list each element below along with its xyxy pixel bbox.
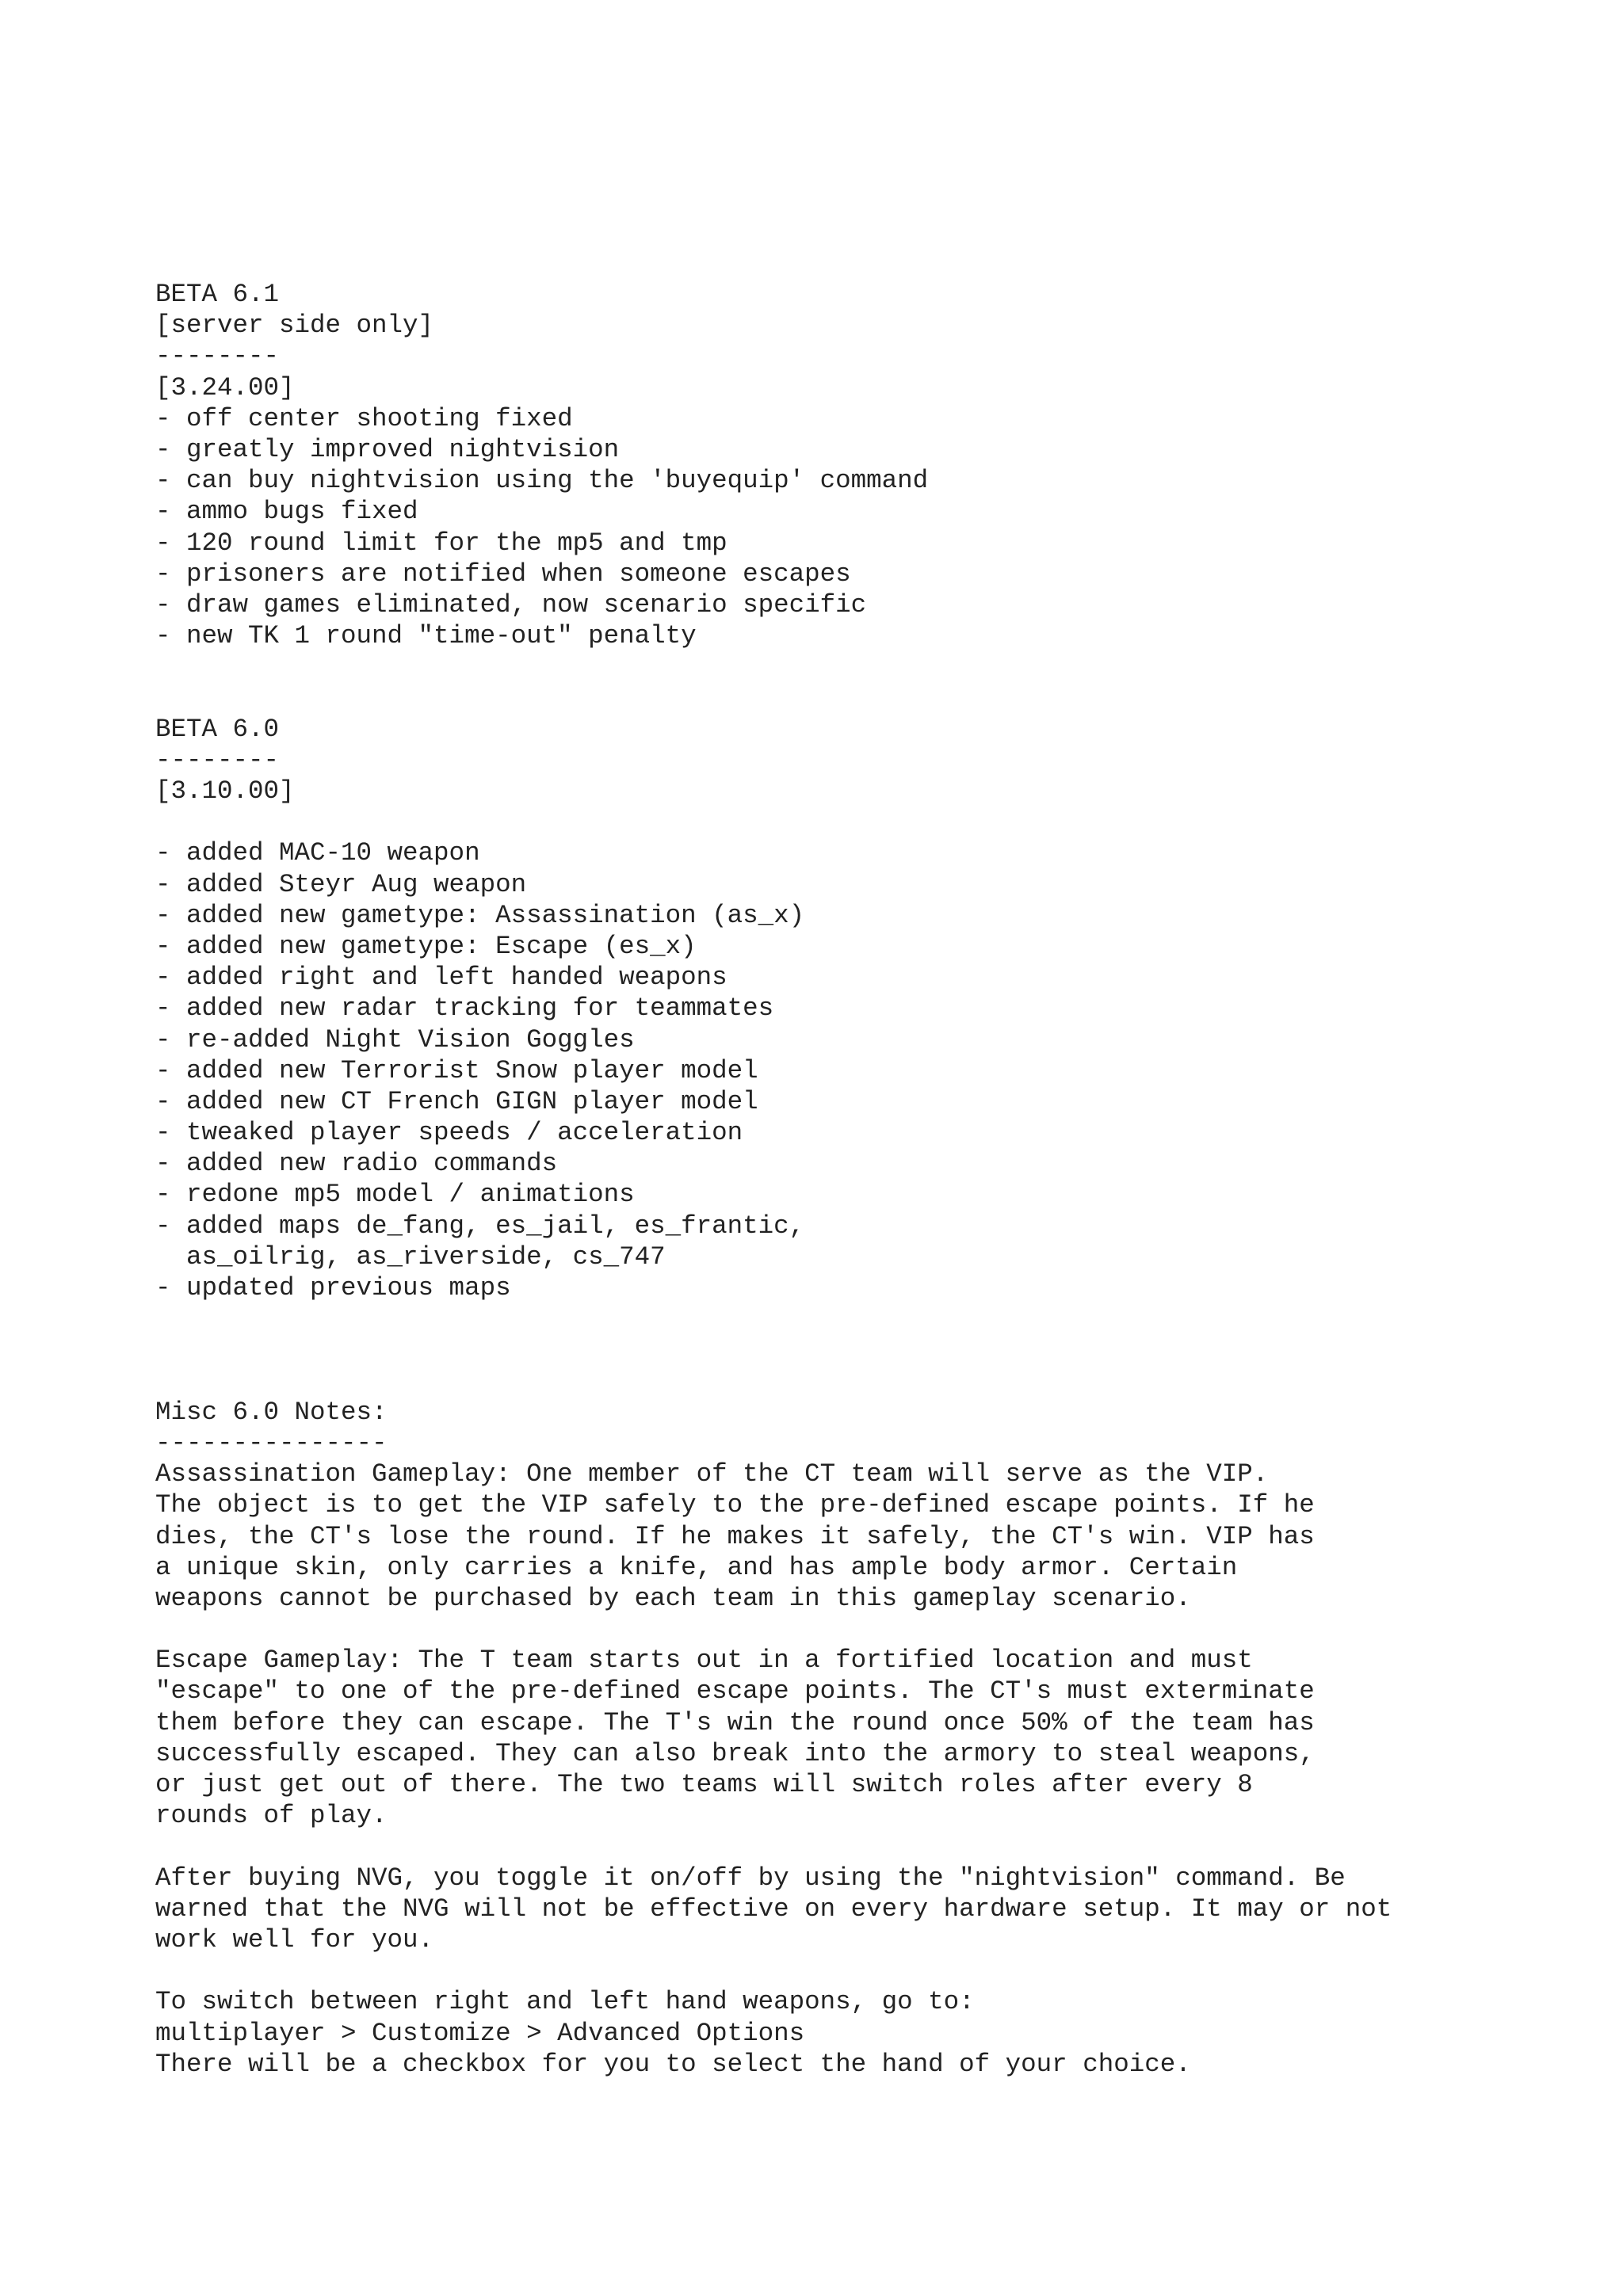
changelog-item: - 120 round limit for the mp5 and tmp — [155, 528, 727, 558]
misc-notes-section — [155, 1397, 1582, 2080]
changelog-item: - greatly improved nightvision — [155, 434, 620, 464]
release-date: [3.10.00] — [155, 776, 295, 806]
paragraph-line: The object is to get the VIP safely to the pre-defined escape points. If he — [155, 1490, 1315, 1520]
section-rule: -------- — [155, 341, 280, 372]
blank-line — [155, 651, 1582, 682]
paragraph-line: multiplayer > Customize > Advanced Options — [155, 2018, 805, 2048]
paragraph-line: To switch between right and left hand weapons, go to: — [155, 1987, 975, 2017]
blank-line — [155, 1334, 1582, 1365]
changelog-item: - added new gametype: Escape (es_x) — [155, 931, 697, 961]
section-title: Misc 6.0 Notes: — [155, 1397, 388, 1427]
changelog-item: - tweaked player speeds / acceleration — [155, 1118, 743, 1148]
changelog-item: - added right and left handed weapons — [155, 963, 727, 993]
changelog-item: - updated previous maps — [155, 1273, 511, 1302]
release-date: [3.24.00] — [155, 372, 295, 402]
section-subtitle: [server side only] — [155, 311, 434, 341]
changelog-item: - added new radio commands — [155, 1149, 558, 1179]
section-title: BETA 6.0 — [155, 714, 280, 744]
hand-switch-paragraph — [155, 1986, 1582, 2080]
section-rule: --------------- — [155, 1428, 388, 1458]
changelog-item: - redone mp5 model / animations — [155, 1180, 635, 1210]
paragraph-line: a unique skin, only carries a knife, and has ample body armor. Certain — [155, 1552, 1238, 1582]
changelog-item: - added maps de_fang, es_jail, es_frantic, — [155, 1211, 805, 1241]
changelog-item: - new TK 1 round "time-out" penalty — [155, 621, 697, 651]
changelog-item: - re-added Night Vision Goggles — [155, 1024, 635, 1055]
paragraph-line: dies, the CT's lose the round. If he makes it safely, the CT's win. VIP has — [155, 1521, 1315, 1551]
paragraph-line: warned that the NVG will not be effective on every hardware setup. It may or not — [155, 1894, 1392, 1924]
blank-line — [155, 1303, 1582, 1334]
changelog-item: - draw games eliminated, now scenario specific — [155, 589, 867, 620]
changelog-item: - can buy nightvision using the 'buyequip' command — [155, 466, 929, 496]
paragraph-line: There will be a checkbox for you to select the hand of your choice. — [155, 2049, 1191, 2079]
paragraph-line: rounds of play. — [155, 1801, 388, 1831]
changelog-item: - added Steyr Aug weapon — [155, 869, 527, 899]
nightvision-paragraph — [155, 1863, 1582, 1956]
paragraph-line: "escape" to one of the pre-defined escape points. The CT's must exterminate — [155, 1676, 1315, 1707]
beta-6-1-section — [155, 279, 1582, 651]
changelog-item-continuation: as_oilrig, as_riverside, cs_747 — [155, 1241, 666, 1272]
blank-line — [155, 807, 1582, 837]
blank-line — [155, 1366, 1582, 1397]
changelog-item: - added new radar tracking for teammates — [155, 994, 774, 1024]
changelog-item: - added new gametype: Assassination (as_x) — [155, 900, 805, 930]
paragraph-line: successfully escaped. They can also break into the armory to steal weapons, — [155, 1738, 1315, 1768]
changelog-item: - ammo bugs fixed — [155, 497, 418, 527]
blank-line — [155, 1955, 1582, 1986]
escape-paragraph — [155, 1645, 1582, 1831]
paragraph-line: or just get out of there. The two teams will switch roles after every 8 — [155, 1770, 1253, 1799]
paragraph-line: work well for you. — [155, 1924, 434, 1955]
assassination-paragraph — [155, 1459, 1582, 1614]
section-title: BETA 6.1 — [155, 280, 280, 309]
document-page — [155, 279, 1582, 2080]
beta-6-0-section — [155, 714, 1582, 1304]
changelog-item: - added MAC-10 weapon — [155, 838, 480, 868]
blank-line — [155, 1614, 1582, 1645]
paragraph-line: Escape Gameplay: The T team starts out in a fortified location and must — [155, 1646, 1253, 1676]
blank-line — [155, 1831, 1582, 1862]
section-rule: -------- — [155, 745, 280, 775]
paragraph-line: After buying NVG, you toggle it on/off by using the "nightvision" command. Be — [155, 1863, 1346, 1893]
changelog-item: - added new Terrorist Snow player model — [155, 1055, 758, 1085]
paragraph-line: Assassination Gameplay: One member of the CT team will serve as the VIP. — [155, 1459, 1269, 1489]
changelog-item: - prisoners are notified when someone escapes — [155, 559, 851, 589]
changelog-item: - added new CT French GIGN player model — [155, 1086, 758, 1116]
changelog-item: - off center shooting fixed — [155, 403, 573, 433]
paragraph-line: weapons cannot be purchased by each team in this gameplay scenario. — [155, 1583, 1191, 1613]
blank-line — [155, 682, 1582, 713]
paragraph-line: them before they can escape. The T's win the round once 50% of the team has — [155, 1707, 1315, 1737]
